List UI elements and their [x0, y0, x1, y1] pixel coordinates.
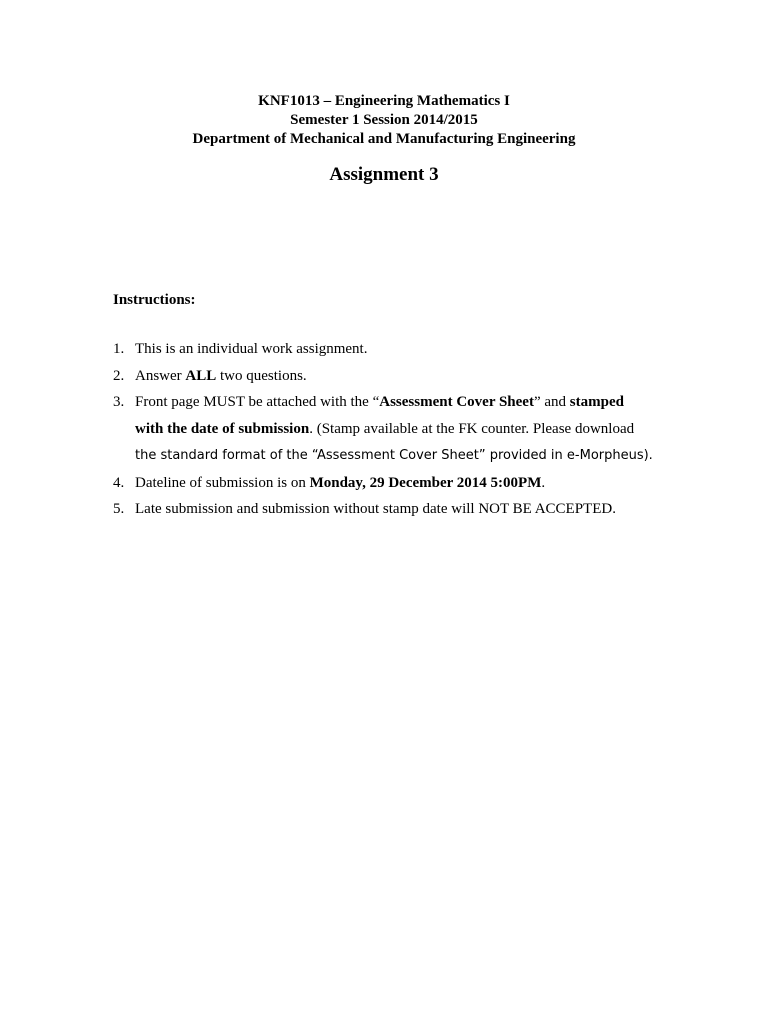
- item-line: [135, 416, 673, 443]
- list-item: [113, 470, 673, 497]
- list-item: [113, 389, 673, 469]
- item-number: 3.: [113, 394, 125, 411]
- item-text-post: .: [541, 474, 546, 491]
- item-text-part: . (Stamp available at the FK counter. Please download: [309, 421, 635, 438]
- document-header: [0, 92, 768, 149]
- item-text: Late submission and submission without stamp date will NOT BE ACCEPTED.: [135, 501, 616, 518]
- item-text-pre: Dateline of submission is on: [135, 474, 310, 491]
- item-number: 1.: [113, 341, 125, 357]
- instructions-heading: Instructions:: [113, 292, 196, 308]
- item-text-part: ” and: [533, 394, 570, 411]
- assignment-title: Assignment 3: [329, 164, 439, 185]
- list-item: [113, 336, 673, 363]
- semester-session: Semester 1 Session 2014/2015: [290, 112, 478, 128]
- item-text-pre: Answer: [135, 367, 186, 384]
- item-number: 5.: [113, 501, 125, 518]
- submission-deadline: Monday, 29 December 2014 5:00PM: [309, 474, 542, 491]
- item-text-post: two questions.: [216, 367, 307, 384]
- department-name: Department of Mechanical and Manufacturing Engineering: [192, 131, 576, 147]
- item-number: 2.: [113, 367, 125, 384]
- item-number: 4.: [113, 474, 125, 491]
- course-title: KNF1013 – Engineering Mathematics I: [258, 93, 510, 109]
- item-text-bold: stamped: [569, 394, 624, 411]
- item-text-bold: Assessment Cover Sheet: [379, 394, 534, 411]
- instructions-list: [113, 336, 673, 523]
- item-text-bold: with the date of submission: [135, 421, 310, 438]
- item-line: [135, 389, 673, 416]
- list-item: [113, 496, 673, 523]
- item-line: the standard format of the “Assessment Cover Sheet” provided in e-Morpheus).: [135, 447, 653, 463]
- item-text: This is an individual work assignment.: [135, 341, 368, 357]
- item-text-bold: ALL: [185, 367, 217, 384]
- list-item: [113, 363, 673, 390]
- item-text-part: Front page MUST be attached with the “: [135, 394, 380, 411]
